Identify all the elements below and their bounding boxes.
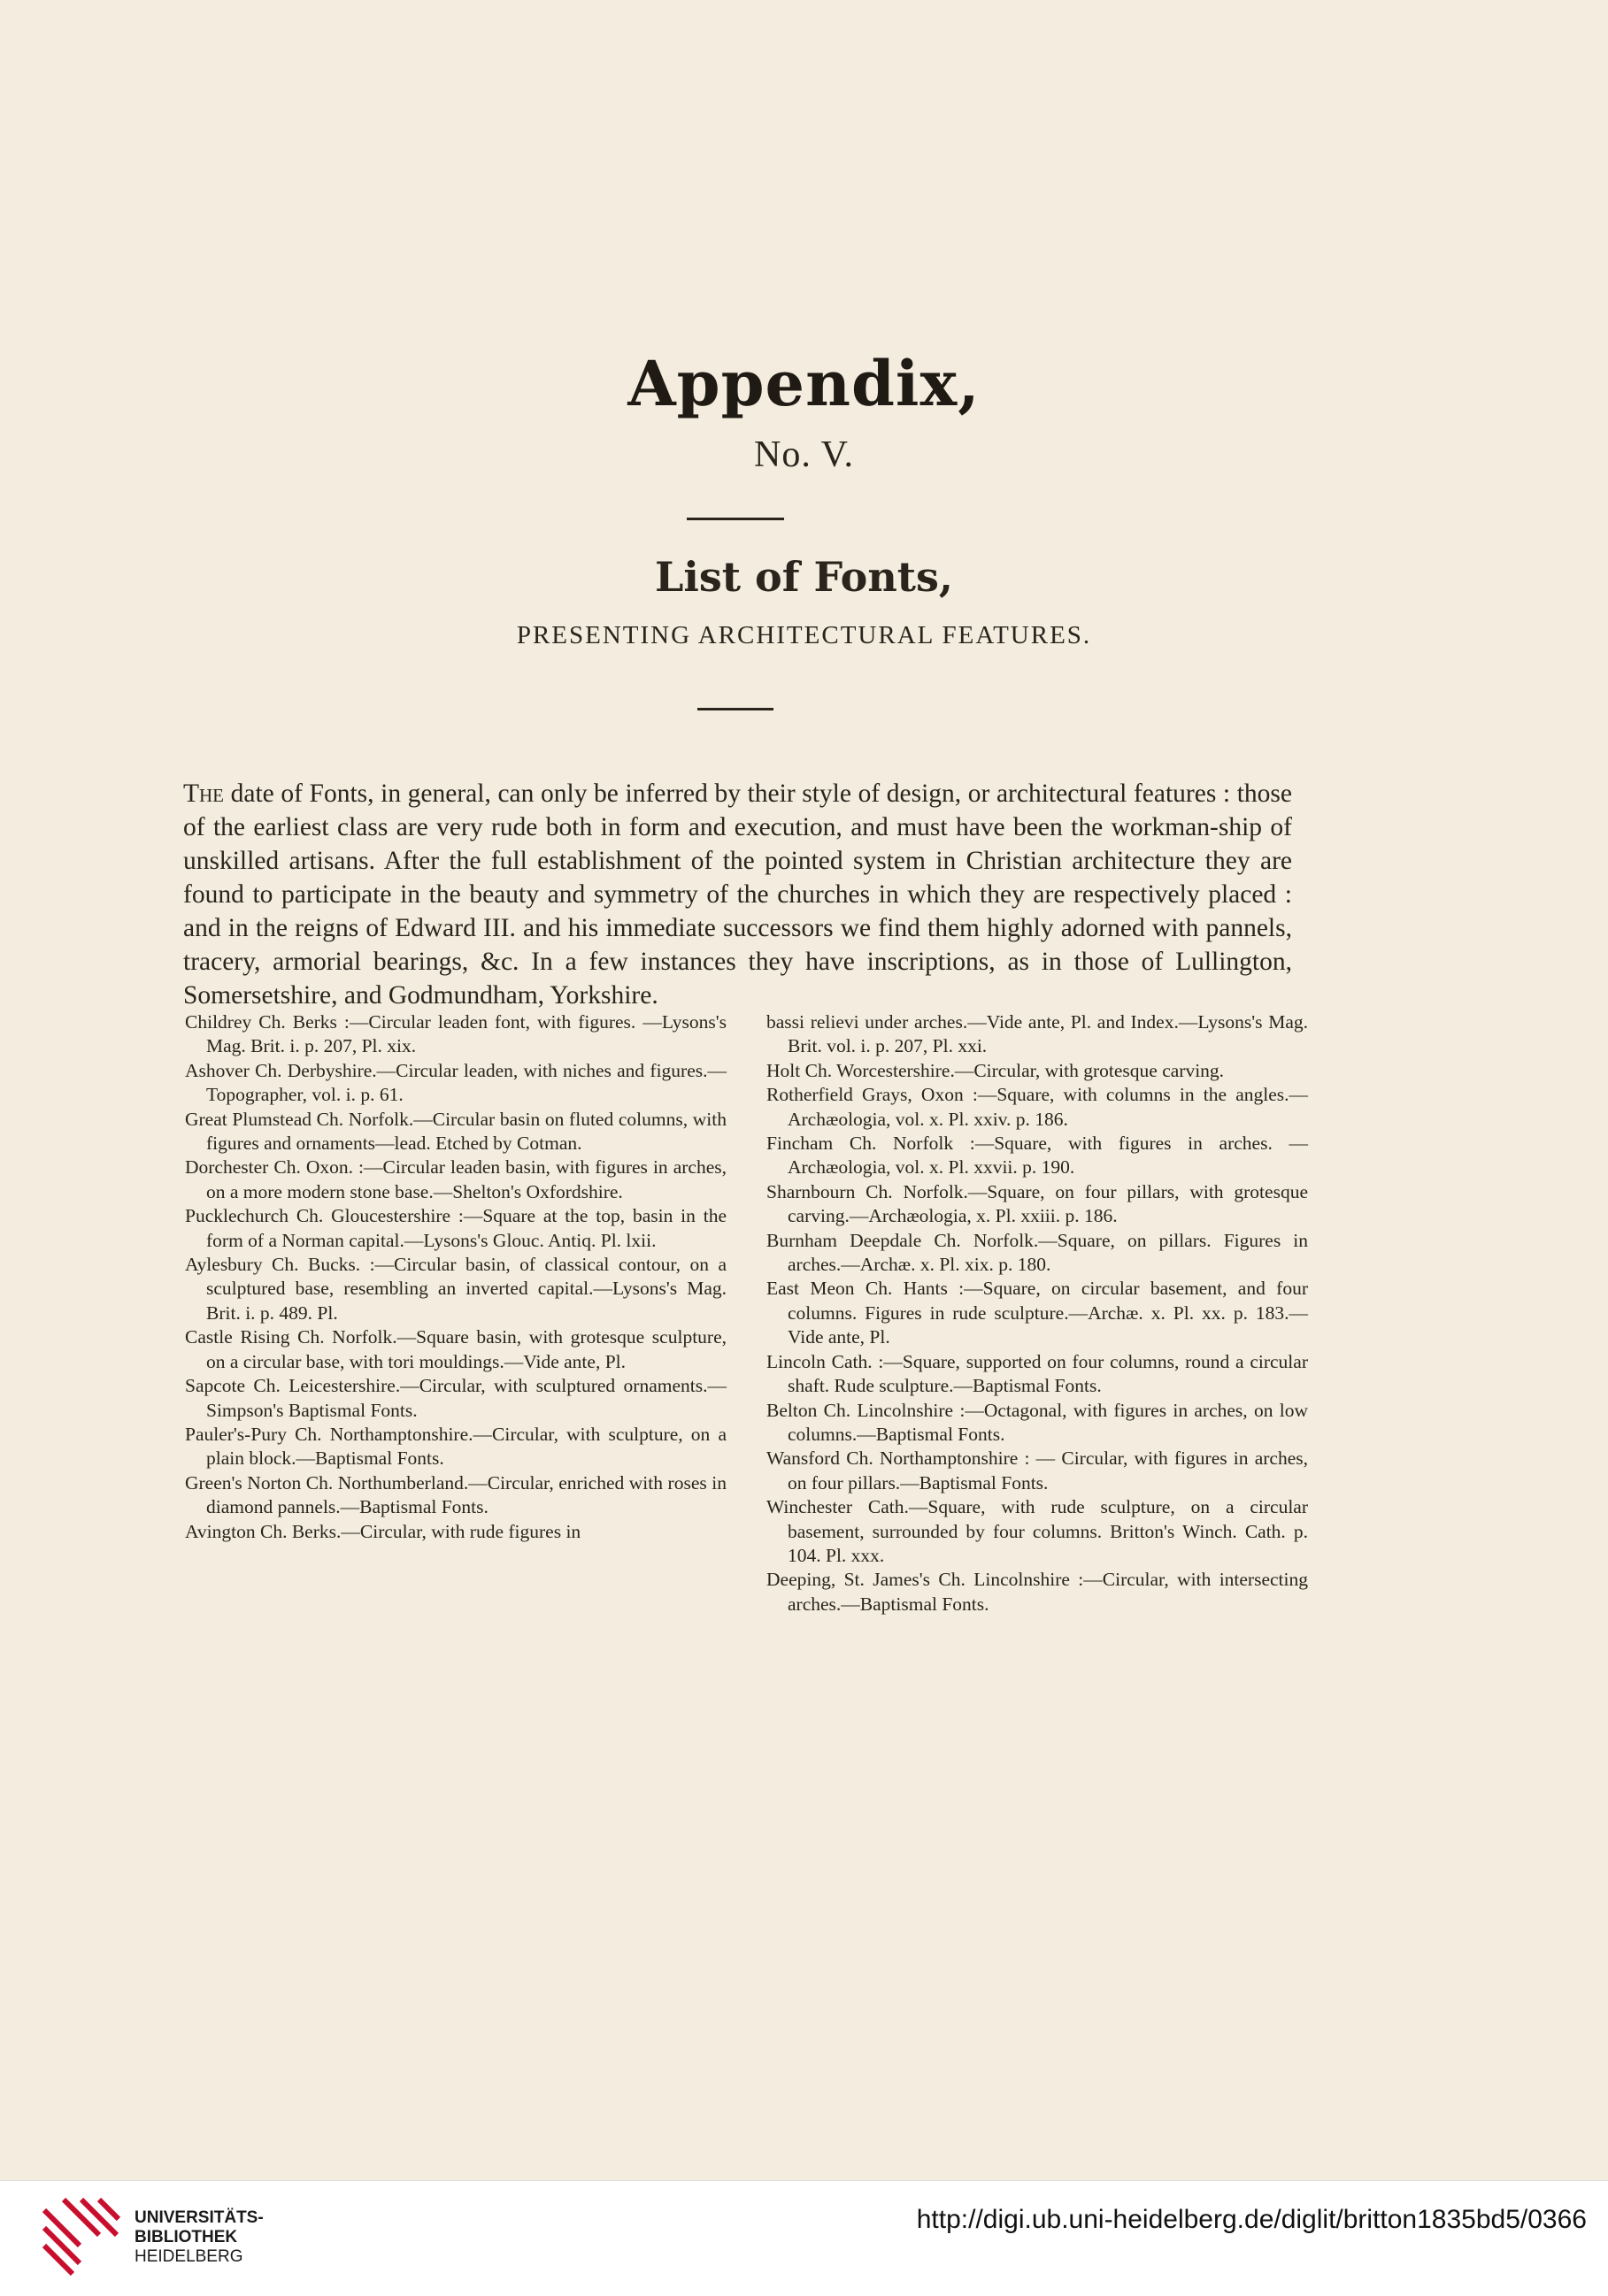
font-entry: Holt Ch. Worcestershire.—Circular, with grotesque carving. bbox=[766, 1059, 1225, 1081]
font-entry: Burnham Deepdale Ch. Norfolk.—Square, on pillars. Figures in arches.—Archæ. x. Pl. xix. p. 180. bbox=[766, 1229, 1308, 1276]
font-entry: Childrey Ch. Berks :—Circular leaden font, with figures. —Lysons's Mag. Brit. i. p. 207, Pl. xix. bbox=[185, 1011, 727, 1057]
intro-paragraph bbox=[183, 777, 1292, 1012]
list-subheading: PRESENTING ARCHITECTURAL FEATURES. bbox=[516, 621, 1092, 649]
font-entry: Pauler's-Pury Ch. Northamptonshire.—Circular, with sculpture, on a plain block.—Baptismal Fonts. bbox=[185, 1423, 727, 1470]
institution-line-1: UNIVERSITÄTS- bbox=[135, 2208, 264, 2227]
font-entry: bassi relievi under arches.—Vide ante, Pl. and Index.—Lysons's Mag. Brit. vol. i. p. 207, Pl. xxi. bbox=[766, 1011, 1308, 1057]
source-url-link[interactable]: http://digi.ub.uni-heidelberg.de/diglit/britton1835bd5/0366 bbox=[916, 2205, 1587, 2234]
font-entry: Dorchester Ch. Oxon. :—Circular leaden basin, with figures in arches, on a more modern stone base.—Shelton's Oxfordshire. bbox=[185, 1156, 727, 1202]
right-column bbox=[766, 1010, 1308, 1616]
page-title: Appendix, bbox=[627, 347, 981, 420]
font-entry: Rotherfield Grays, Oxon :—Square, with columns in the angles.—Archæologia, vol. x. Pl. xxiv. p. 186. bbox=[766, 1084, 1308, 1130]
intro-text: date of Fonts, in general, can only be inferred by their style of design, or architectural features : those of the earliest class are very rude both in form and execution, and must have been the workman-ship of unskilled artisans. After the full establishment of the pointed system in Christian architecture they are found to participate in the beauty and symmetry of the churches in which they are respectively placed : and in the reigns of Edward III. and his immediate successors we find them highly adorned with pannels, tracery, armorial bearings, &c. In a few instances they have inscriptions, as in those of Lullington, Somersetshire, and Godmundham, Yorkshire. bbox=[183, 779, 1292, 1010]
font-entry: Green's Norton Ch. Northumberland.—Circular, enriched with roses in diamond pannels.—Baptismal Fonts. bbox=[185, 1471, 727, 1518]
institution-line-3: HEIDELBERG bbox=[135, 2247, 243, 2266]
left-column bbox=[185, 1010, 727, 1544]
font-entry: Deeping, St. James's Ch. Lincolnshire :—Circular, with intersecting arches.—Baptismal Fonts. bbox=[766, 1569, 1308, 1615]
font-entry: Belton Ch. Lincolnshire :—Octagonal, with figures in arches, on low columns.—Baptismal Fonts. bbox=[766, 1399, 1308, 1445]
font-entry: Great Plumstead Ch. Norfolk.—Circular basin on fluted columns, with figures and ornaments—lead. Etched by Cotman. bbox=[185, 1108, 727, 1155]
font-entry: East Meon Ch. Hants :—Square, on circular basement, and four columns. Figures in rude sculpture.—Archæ. x. Pl. xx. p. 183.—Vide ante, Pl. bbox=[766, 1278, 1308, 1348]
font-entry: Pucklechurch Ch. Gloucestershire :—Square at the top, basin in the form of a Norman capital.—Lysons's Glouc. Antiq. Pl. lxii. bbox=[185, 1205, 727, 1251]
font-entry: Aylesbury Ch. Bucks. :—Circular basin, of classical contour, on a sculptured base, resembling an inverted capital.—Lysons's Mag. Brit. i. p. 489. Pl. bbox=[185, 1254, 727, 1324]
list-heading: List of Fonts, bbox=[655, 553, 953, 601]
intro-lead-word: The bbox=[183, 779, 225, 808]
font-entry: Winchester Cath.—Square, with rude sculpture, on a circular basement, surrounded by four columns. Britton's Winch. Cath. p. 104. Pl. xxx. bbox=[766, 1496, 1308, 1566]
divider-rule bbox=[687, 518, 784, 520]
university-library-logo-icon bbox=[37, 2192, 126, 2281]
font-entry: Lincoln Cath. :—Square, supported on four columns, round a circular shaft. Rude sculpture.—Baptismal Fonts. bbox=[766, 1350, 1308, 1397]
font-entry: Avington Ch. Berks.—Circular, with rude figures in bbox=[185, 1520, 581, 1542]
font-entry: Castle Rising Ch. Norfolk.—Square basin, with grotesque sculpture, on a circular base, with tori mouldings.—Vide ante, Pl. bbox=[185, 1326, 727, 1372]
divider-rule bbox=[697, 708, 773, 710]
font-entry: Ashover Ch. Derbyshire.—Circular leaden, with niches and figures.—Topographer, vol. i. p. 61. bbox=[185, 1059, 727, 1106]
appendix-number: No. V. bbox=[754, 434, 854, 475]
font-entry: Sharnbourn Ch. Norfolk.—Square, on four pillars, with grotesque carving.—Archæologia, x. Pl. xxiii. p. 186. bbox=[766, 1180, 1308, 1227]
font-entry: Sapcote Ch. Leicestershire.—Circular, with sculptured ornaments.—Simpson's Baptismal Fonts. bbox=[185, 1375, 727, 1421]
institution-line-2: BIBLIOTHEK bbox=[135, 2228, 238, 2246]
font-entry: Wansford Ch. Northamptonshire : — Circular, with figures in arches, on four pillars.—Baptismal Fonts. bbox=[766, 1447, 1308, 1494]
font-entry: Fincham Ch. Norfolk :—Square, with figures in arches. —Archæologia, vol. x. Pl. xxvii. p. 190. bbox=[766, 1133, 1308, 1179]
institution-name bbox=[135, 2208, 264, 2267]
